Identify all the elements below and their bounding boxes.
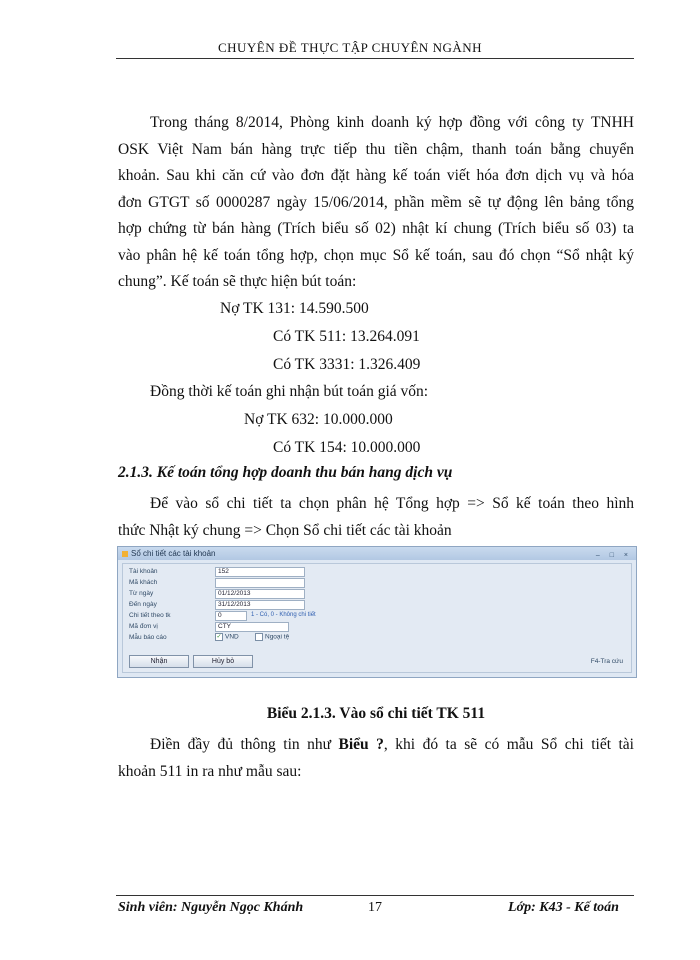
- p4-line: [118, 732, 634, 759]
- p1-line: hợp chứng từ bán hàng (Trích biểu số 02) nhật kí chung (Trích biểu số 03) ta: [118, 220, 634, 237]
- p1-line: khoản. Sau khi căn cứ vào đơn đặt hàng kế toán viết hóa đơn dịch vụ và hóa: [118, 167, 634, 184]
- label-report-template: Mẫu báo cáo: [129, 634, 167, 641]
- p1-line: chung”. Kế toán sẽ thực hiện bút toán:: [118, 273, 357, 290]
- label-unit: Mã đơn vị: [129, 623, 158, 630]
- figure-caption: Biểu 2.1.3. Vào sổ chi tiết TK 511: [266, 705, 486, 722]
- entry-debit-131: Nợ TK 131: 14.590.500: [220, 300, 369, 317]
- label-detail: Chi tiết theo tk: [129, 612, 171, 619]
- p1-line: vào phân hệ kế toán tổng hợp, chọn mục Sổ kế toán, sau đó chọn “Sổ nhật ký: [118, 246, 634, 264]
- entry-credit-3331: Có TK 3331: 1.326.409: [273, 356, 421, 373]
- p4-text: , khi đó ta sẽ có mẫu Sổ chi tiết tài: [383, 736, 634, 753]
- detail-input[interactable]: 0: [215, 611, 247, 621]
- p3-line: Để vào sổ chi tiết ta chọn phân hệ Tổng hợp => Sổ kế toán theo hình: [150, 495, 634, 512]
- p1-line: đơn GTGT số 0000287 ngày 15/06/2014, phần mềm sẽ tự động lên bảng tổng: [118, 193, 634, 211]
- paragraph-4: [118, 732, 634, 785]
- label-from-date: Từ ngày: [129, 590, 154, 597]
- entry-debit-632: Nợ TK 632: 10.000.000: [244, 411, 393, 428]
- p3-line: thức Nhật ký chung => Chọn Sổ chi tiết các tài khoản: [118, 521, 452, 539]
- lookup-hint: F4-Tra cứu: [590, 658, 623, 665]
- from-date-input[interactable]: 01/12/2013: [215, 589, 305, 599]
- empty-checkbox-icon: [255, 633, 263, 641]
- footer-student: Sinh viên: Nguyễn Ngọc Khánh: [118, 900, 304, 915]
- foreign-currency-checkbox[interactable]: [255, 633, 289, 641]
- section-heading: 2.1.3. Kế toán tổng hợp doanh thu bán hang dịch vụ: [118, 464, 453, 481]
- vnd-label: VND: [225, 633, 239, 641]
- window-title: Sổ chi tiết các tài khoản: [131, 549, 216, 558]
- paragraph-2: Đồng thời kế toán ghi nhận bút toán giá vốn:: [150, 383, 429, 400]
- app-icon: [122, 551, 128, 557]
- account-input[interactable]: 152: [215, 567, 305, 577]
- p4-text: Điền đầy đủ thông tin như: [150, 736, 339, 753]
- paragraph-1: [118, 110, 634, 296]
- paragraph-3: [118, 491, 634, 544]
- vnd-checkbox[interactable]: [215, 633, 239, 641]
- unit-input[interactable]: CTY: [215, 622, 289, 632]
- entry-credit-511: Có TK 511: 13.264.091: [273, 328, 420, 345]
- cancel-button[interactable]: Hủy bỏ: [193, 655, 253, 668]
- label-to-date: Đến ngày: [129, 601, 157, 608]
- detail-note: 1 - Có, 0 - Không chi tiết: [251, 612, 316, 618]
- to-date-input[interactable]: 31/12/2013: [215, 600, 305, 610]
- entry-credit-154: Có TK 154: 10.000.000: [273, 439, 421, 456]
- label-customer: Mã khách: [129, 579, 158, 586]
- p4-reference: Biểu ?: [338, 736, 384, 753]
- window-titlebar: [118, 547, 636, 560]
- window-controls[interactable]: – □ ×: [595, 552, 632, 559]
- header-title: CHUYÊN ĐỀ THỰC TẬP CHUYÊN NGÀNH: [217, 40, 483, 55]
- p1-line: Trong tháng 8/2014, Phòng kinh doanh ký hợp đồng với công ty TNHH: [150, 114, 634, 131]
- footer-class: Lớp: K43 - Kế toán: [508, 900, 619, 915]
- page-number: 17: [368, 900, 382, 915]
- customer-input[interactable]: [215, 578, 305, 588]
- header-rule: [116, 58, 634, 59]
- foreign-currency-label: Ngoại tệ: [265, 633, 290, 641]
- p4-line: khoản 511 in ra như mẫu sau:: [118, 762, 302, 780]
- label-account: Tài khoản: [129, 568, 158, 575]
- p1-line: OSK Việt Nam bán hàng trực tiếp thu tiền chậm, thanh toán bằng chuyển: [118, 140, 634, 158]
- footer-rule: [116, 895, 634, 896]
- account-detail-window: [117, 546, 637, 678]
- check-icon: ✓: [216, 634, 222, 640]
- window-form: [122, 563, 632, 673]
- ok-button[interactable]: Nhận: [129, 655, 189, 668]
